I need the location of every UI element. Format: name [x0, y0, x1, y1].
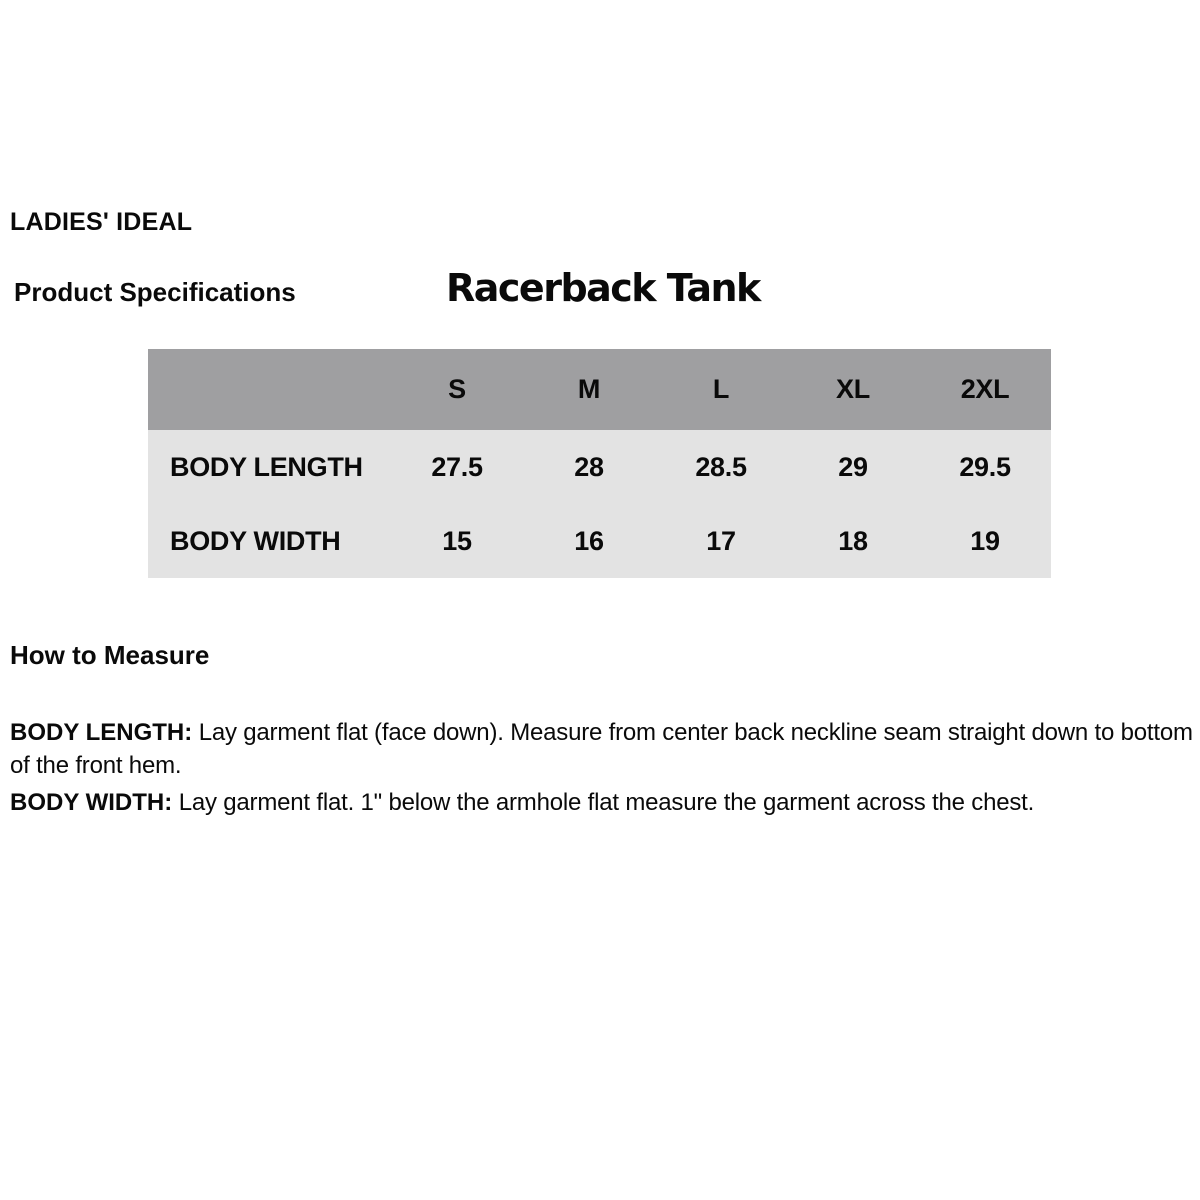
how-to-measure-heading: How to Measure — [10, 640, 210, 670]
measure-instructions — [10, 716, 1200, 823]
size-value-cell: 27.5 — [431, 451, 483, 482]
size-column-header-s: S — [448, 374, 466, 404]
size-value-cell: 28.5 — [695, 451, 747, 482]
size-column-header-l: L — [712, 374, 730, 404]
size-value-cell: 29.5 — [959, 451, 1011, 482]
product-title: Racerback Tank — [446, 266, 760, 310]
size-value-cell: 17 — [706, 525, 736, 556]
measure-instruction-body-width — [10, 786, 1200, 819]
size-chart-header-row — [148, 349, 1051, 430]
size-value-cell: 29 — [838, 451, 868, 482]
instruction-text: Lay garment flat. 1" below the armhole flat measure the garment across the chest. — [178, 789, 1035, 816]
section-title: Product Specifications — [14, 277, 296, 307]
instruction-label: BODY WIDTH: — [10, 789, 173, 816]
size-column-header-m: M — [577, 374, 601, 404]
measure-instruction-body-length — [10, 716, 1200, 782]
table-row-body-length — [148, 430, 1051, 504]
size-chart-table — [148, 349, 1051, 578]
brand-text: LADIES' IDEAL — [10, 208, 193, 236]
instruction-label: BODY LENGTH: — [10, 719, 193, 746]
size-value-cell: 16 — [574, 525, 604, 556]
size-value-cell: 15 — [442, 525, 472, 556]
size-column-header-xl: XL — [836, 374, 870, 404]
row-label: BODY WIDTH — [170, 525, 341, 556]
row-label: BODY LENGTH — [170, 451, 363, 482]
instruction-text: Lay garment flat (face down). Measure from center back neckline seam straight down to bottom of the front hem. — [10, 719, 1193, 779]
table-row-body-width — [148, 504, 1051, 578]
size-value-cell: 28 — [574, 451, 604, 482]
size-column-header-2xl: 2XL — [960, 374, 1010, 404]
size-value-cell: 18 — [838, 525, 868, 556]
size-value-cell: 19 — [970, 525, 1000, 556]
